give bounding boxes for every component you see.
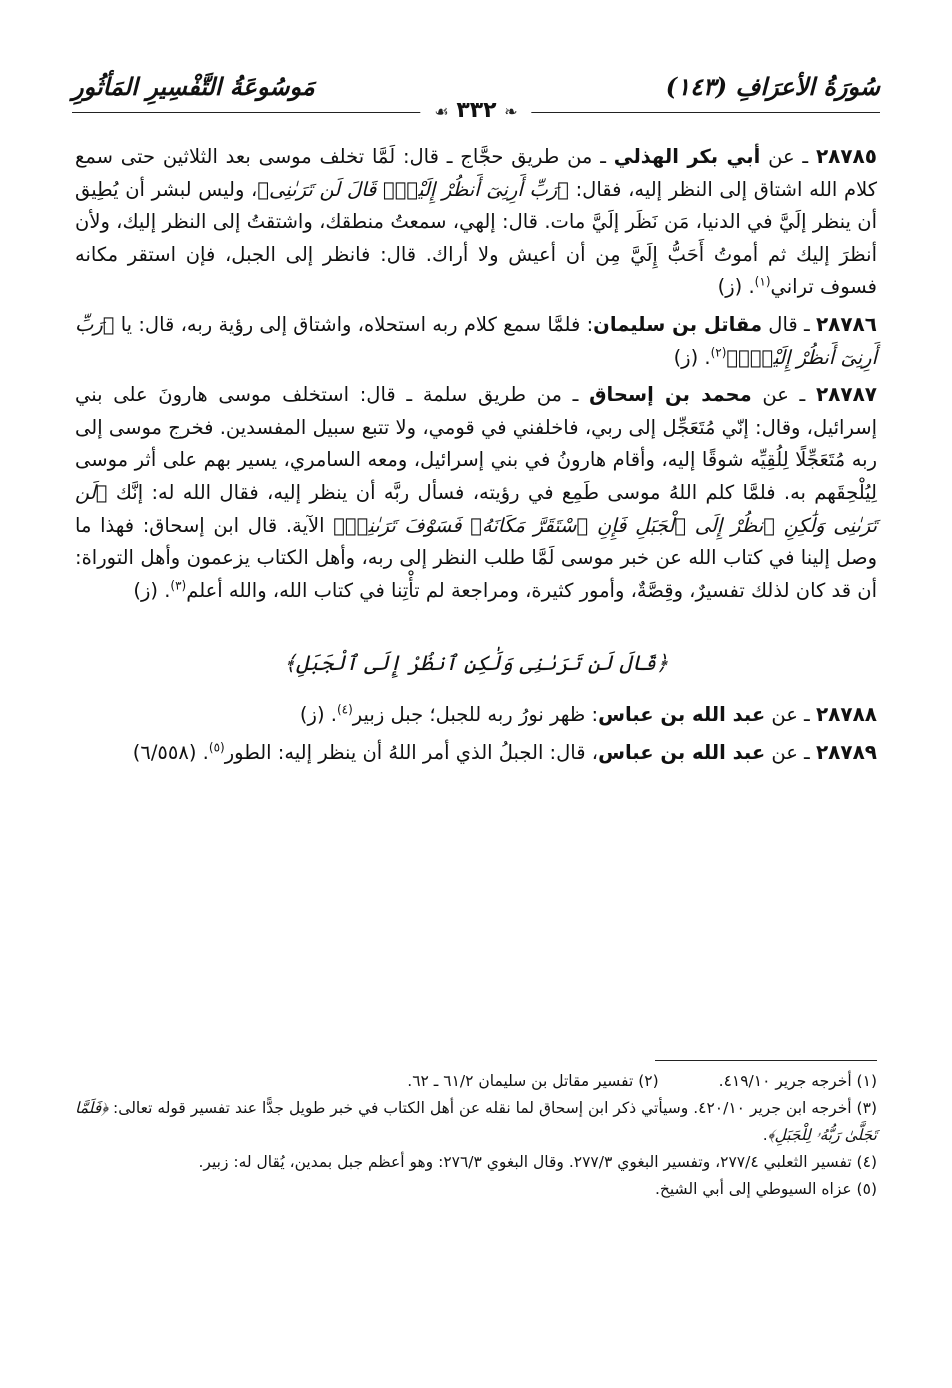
page-number-group (420, 98, 531, 123)
footnote-ref[interactable]: (٤) (336, 702, 353, 717)
entry-text: : ظهر نورُ ربه للجبل؛ جبل زبير (352, 702, 599, 726)
footnote-row (75, 1068, 877, 1095)
entry-number: ٢٨٧٨٨ (815, 701, 877, 726)
footnote-rule (655, 1060, 877, 1061)
footnote-3 (75, 1095, 877, 1149)
entry-text: : فلمَّا سمع كلام ربه استحلاه، واشتاق إلى رؤية ربه، قال: يا (114, 312, 594, 336)
footnote-4: (٤) تفسير الثعلبي ٢٧٧/٤، وتفسير البغوي ٢٧٧/٣. وقال البغوي ٢٧٦/٣: وهو أعظم جبل بمدين، يُقال له: زبير. (198, 1153, 877, 1171)
narrator-name: مقاتل بن سليمان (593, 312, 763, 336)
footnote-ref[interactable]: (٥) (208, 740, 225, 754)
footnote-5: (٥) عزاه السيوطي إلى أبي الشيخ. (654, 1180, 877, 1198)
hadith-entry (75, 308, 877, 374)
entry-mark: . (٦/٥٥٨) (132, 740, 209, 764)
footnotes (75, 1068, 877, 1203)
footnote-text: (٣) أخرجه ابن جرير ٤٢٠/١٠. وسيأتي ذكر ابن إسحاق لما نقله عن أهل الكتاب في خبر طويل جدًّا عند تفسير قوله تعالى: (108, 1099, 877, 1117)
surah-title: سُورَةُ الأعرَافِ (١٤٣) (665, 72, 880, 101)
entry-text: ـ عن (751, 383, 816, 407)
verse-heading: ﴿قَالَ لَن تَرَىٰنِى وَلَٰكِنِ ٱنظُرْ إِلَى ٱلْجَبَلِ﴾ (283, 651, 669, 676)
quran-quote: ﴿لَن تَرَىٰنِى وَلَٰكِنِ ٱنظُرْ إِلَى ٱلْجَبَلِ فَإِنِ ٱسْتَقَرَّ مَكَانَهُۥ فَسَوْفَ تَرَىٰنِىۚ﴾ (75, 480, 878, 537)
footnote-2: (٢) تفسير مقاتل بن سليمان ٦١/٢ ـ ٦٢. (407, 1072, 659, 1090)
entry-mark: . (ز) (133, 578, 171, 602)
hadith-entry (75, 378, 877, 607)
book-title: مَوسُوعَةُ التَّفْسِيرِ المَأثُورِ (72, 72, 315, 101)
quran-quote: ﴿رَبِّ أَرِنِىٓ أَنظُرْ إِلَيْكَۚ﴾ (75, 312, 877, 369)
entry-mark: . (ز) (673, 345, 711, 369)
entry-text: ، وليس لبشر أن يُطِيق أن ينظر إلَيَّ في الدنيا، مَن نَظَر إلَيَّ مات. قال: إلهي، سمعتُ منطقك، واشتقتُ إلى النظر إليك، ولأن أنظرَ إليك ثم أموتُ أَحَبُّ إِلَيَّ مِن أن أعيش ولا أراك. قال: فانظر إلى الجبل، فإن استقر مكانه فسوف تراني (75, 177, 877, 299)
page-header (72, 62, 880, 126)
footnote-ref[interactable]: (٢) (710, 345, 727, 360)
footnote-1: (١) أخرجه جرير ٤١٩/١٠. (718, 1072, 877, 1090)
footnote-ref[interactable]: (١) (754, 274, 771, 289)
entry-text: ـ من طريق سلمة ـ قال: استخلف موسى هارونَ على بني إسرائيل، وقال: إنّي مُتَعَجِّل إلى ربي، فاخلفني في قومي، ولا تتبع سبيل المفسدين. فخرج موسى إلى ربه مُتَعَجِّلًا لِلُقِيِّه شوقًا إليه، وأقام هارونُ في بني إسرائيل، ومعه السامري، يسير بهم على أثر موسى لِيُلْحِقَهم به. فلمَّا كلم اللهُ موسى طَمِع في رؤيته، فسأل ربَّه أن ينظر إليه، فقال الله له: إنَّك (75, 383, 877, 504)
footnote-ref[interactable]: (٣) (170, 578, 187, 593)
right-ornament-icon: ☙ (434, 102, 449, 121)
entry-mark: . (ز) (717, 275, 755, 299)
footnote-text: . (762, 1126, 768, 1144)
left-ornament-icon: ❧ (504, 102, 518, 121)
entry-text: ـ عن (765, 702, 816, 726)
page-number: ٣٣٢ (456, 98, 497, 123)
quran-quote: ﴿فَلَمَّا تَجَلَّىٰ رَبُّهُۥ لِلْجَبَلِ﴾ (75, 1099, 877, 1144)
narrator-name: عبد الله بن عباس (598, 702, 766, 726)
hadith-entry (75, 736, 877, 770)
entry-number: ٢٨٧٨٦ (815, 311, 877, 336)
hadith-entry (75, 140, 877, 304)
entry-text: ـ من طريق حجَّاج ـ قال: لَمَّا تخلف موسى بعد الثلاثين حتى سمع كلام الله اشتاق إلى النظر إليه، فقال: (75, 145, 877, 201)
narrator-name: أبي بكر الهذلي (613, 145, 761, 168)
entry-number: ٢٨٧٨٧ (815, 382, 877, 407)
hadith-entry (75, 698, 877, 732)
quran-quote: ﴿رَبِّ أَرِنِىٓ أَنظُرْ إِلَيْكَۚ قَالَ لَن تَرَىٰنِى﴾ (257, 177, 569, 201)
entry-text: ، قال: الجبلُ الذي أمر اللهُ أن ينظر إليه: الطور (224, 740, 599, 764)
narrator-name: محمد بن إسحاق (589, 383, 752, 407)
entry-mark: . (ز) (299, 702, 337, 726)
entry-text: ـ عن (765, 740, 816, 764)
entry-text: ـ عن (760, 145, 816, 168)
narrator-name: عبد الله بن عباس (598, 740, 766, 764)
entry-number: ٢٨٧٨٥ (815, 144, 877, 168)
entry-text: ـ قال (762, 312, 816, 336)
entry-text: الآية. قال ابن إسحاق: فهذا ما وصل إلينا في كتاب الله عن خبر موسى لَمَّا طلب النظر إلى ربه، وأهل الكتاب يزعمون وأهل التوراة: أن قد كان لذلك تفسيرٌ، وقِصَّةٌ، وأمور كثيرة، ومراجعة لم تأْتِنا في كتاب الله، والله أعلم (75, 513, 877, 602)
page-body (75, 140, 877, 773)
entry-number: ٢٨٧٨٩ (815, 739, 877, 764)
